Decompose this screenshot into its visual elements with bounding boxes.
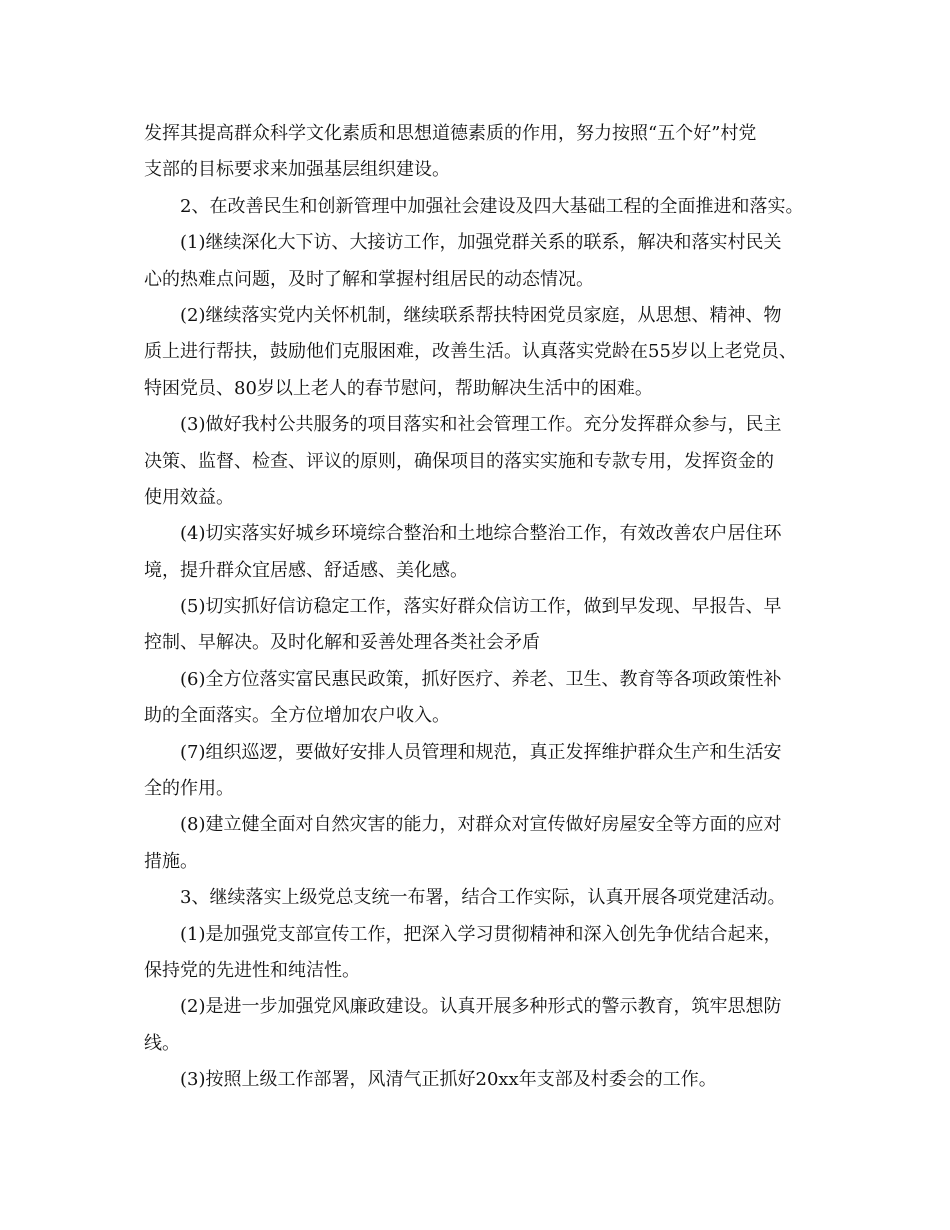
list-item-line: (3)做好我村公共服务的项目落实和社会管理工作。充分发挥群众参与，民主 [180, 414, 782, 436]
list-item-line: (2)是进一步加强党风廉政建设。认真开展多种形式的警示教育，筑牢思想防 [180, 996, 782, 1018]
text-line: 质上进行帮扶，鼓励他们克服困难，改善生活。认真落实党龄在55岁以上老党员、 [144, 341, 797, 363]
section-heading-2: 2、在改善民生和创新管理中加强社会建设及四大基础工程的全面推进和落实。 [180, 195, 804, 217]
text-line: 境，提升群众宜居感、舒适感、美化感。 [144, 559, 468, 581]
list-item-line: (1)是加强党支部宣传工作，把深入学习贯彻精神和深入创先争优结合起来， [180, 923, 782, 945]
text-line: 发挥其提高群众科学文化素质和思想道德素质的作用，努力按照“五个好”村党 [144, 123, 757, 144]
section-heading-3: 3、继续落实上级党总支统一布署，结合工作实际，认真开展各项党建活动。 [180, 887, 786, 909]
list-item-line: (1)继续深化大下访、大接访工作，加强党群关系的联系，解决和落实村民关 [180, 232, 782, 254]
list-item-line: (4)切实落实好城乡环境综合整治和土地综合整治工作，有效改善农户居住环 [180, 523, 782, 545]
text-line: 使用效益。 [144, 486, 234, 508]
text-line: 保持党的先进性和纯洁性。 [144, 959, 360, 981]
text-line: 特困党员、80岁以上老人的春节慰问，帮助解决生活中的困难。 [144, 377, 653, 399]
text-line: 措施。 [144, 850, 198, 872]
list-item-line: (6)全方位落实富民惠民政策，抓好医疗、养老、卫生、教育等各项政策性补 [180, 668, 782, 690]
document-body [144, 116, 824, 1099]
list-item-line: (8)建立健全面对自然灾害的能力，对群众对宣传做好房屋安全等方面的应对 [180, 814, 782, 836]
text-line: 助的全面落实。全方位增加农户收入。 [144, 705, 450, 727]
text-line: 线。 [144, 1032, 180, 1054]
text-line: 支部的目标要求来加强基层组织建设。 [144, 159, 450, 181]
list-item-line: (7)组织巡逻，要做好安排人员管理和规范，真正发挥维护群众生产和生活安 [180, 741, 782, 763]
text-line: 心的热难点问题，及时了解和掌握村组居民的动态情况。 [144, 268, 594, 290]
list-item-line: (2)继续落实党内关怀机制，继续联系帮扶特困党员家庭，从思想、精神、物 [180, 304, 782, 326]
text-line: 决策、监督、检查、评议的原则，确保项目的落实实施和专款专用，发挥资金的 [144, 450, 774, 472]
list-item-line: (3)按照上级工作部署，风清气正抓好20xx年支部及村委会的工作。 [180, 1069, 717, 1091]
text-line: 全的作用。 [144, 778, 234, 800]
list-item-line: (5)切实抓好信访稳定工作，落实好群众信访工作，做到早发现、早报告、早 [180, 596, 782, 618]
text-line: 控制、早解决。及时化解和妥善处理各类社会矛盾 [144, 632, 540, 654]
